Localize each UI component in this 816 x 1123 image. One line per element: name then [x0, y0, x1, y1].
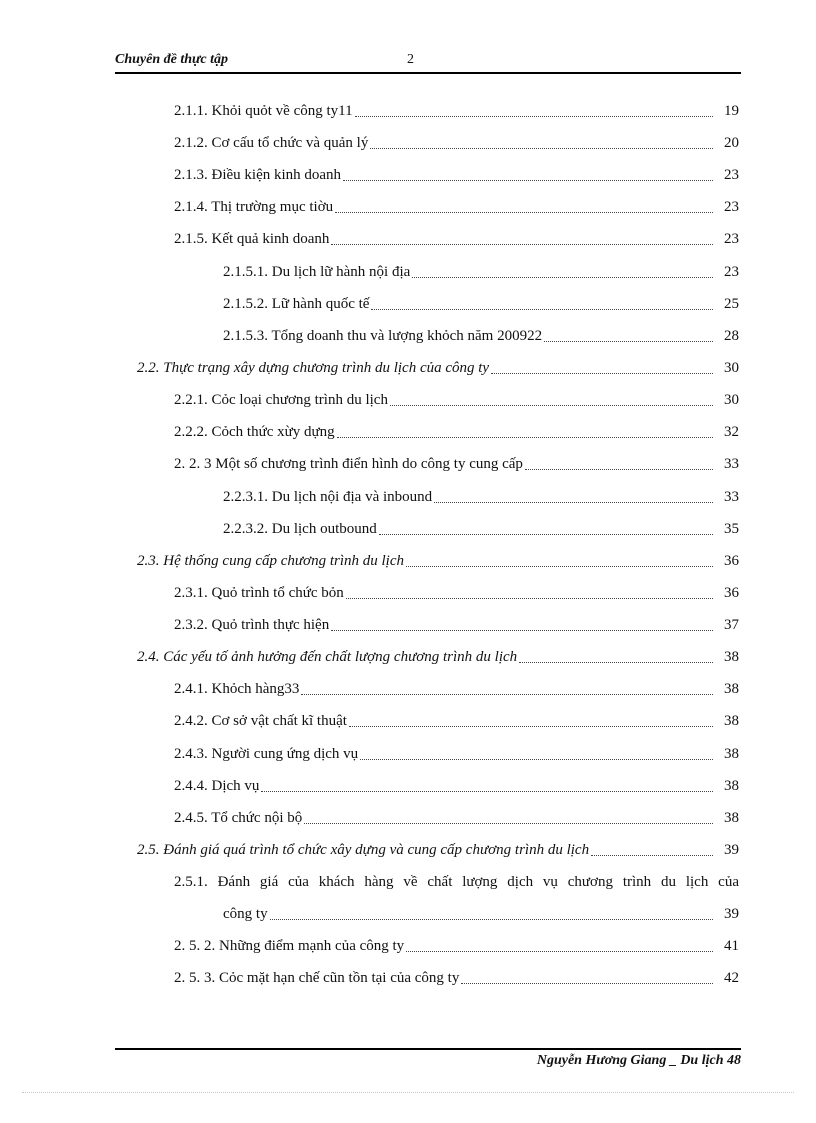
toc-entry[interactable] [174, 740, 739, 768]
toc-entry[interactable] [174, 129, 739, 157]
document-title: Chuyên đề thực tập [115, 52, 229, 67]
toc-entry-page: 36 [724, 585, 739, 601]
toc-section-entry[interactable] [137, 643, 739, 671]
toc-entry-page: 23 [724, 199, 739, 215]
toc-entry-title: 2.4.4. Dịch vụ [174, 778, 260, 794]
toc-entry-page: 41 [724, 938, 739, 954]
dot-leader [370, 147, 713, 149]
dot-leader [301, 693, 713, 695]
toc-entry-page: 36 [724, 553, 739, 569]
toc-entry[interactable] [223, 258, 739, 286]
dot-leader [270, 918, 713, 920]
dot-leader [390, 404, 713, 406]
dot-leader [525, 468, 713, 470]
page-header [115, 52, 741, 72]
toc-entry[interactable] [174, 707, 739, 735]
page-number: 2 [407, 52, 414, 67]
toc-entry-page: 42 [724, 970, 739, 986]
toc-entry-title: 2.4.2. Cơ sở vật chất kĩ thuật [174, 713, 347, 729]
toc-entry-page: 25 [724, 296, 739, 312]
toc-entry-title: 2.1.1. Khỏi quỏt về công ty11 [174, 103, 353, 119]
toc-entry-page: 30 [724, 360, 739, 376]
dot-leader [379, 533, 713, 535]
dot-leader [346, 597, 713, 599]
toc-entry-title: 2.2.3.2. Du lịch outbound [223, 521, 377, 537]
toc-entry[interactable] [174, 611, 739, 639]
toc-entry[interactable] [174, 675, 739, 703]
dot-leader [337, 436, 713, 438]
toc-entry-page: 38 [724, 649, 739, 665]
toc-entry-title: 2.1.5.1. Du lịch lữ hành nội địa [223, 264, 411, 280]
dot-leader [349, 725, 713, 727]
dot-leader [434, 501, 713, 503]
toc-entry-page: 30 [724, 392, 739, 408]
dot-leader [355, 115, 713, 117]
toc-entry[interactable] [174, 161, 739, 189]
toc-entry[interactable] [174, 932, 739, 960]
toc-entry-title: 2. 2. 3 Một số chương trình điển hình do công ty cung cấp [174, 456, 523, 472]
toc-section-entry[interactable] [137, 547, 739, 575]
toc-entry-wrapped-line[interactable]: 2.5.1. Đánh giá của khách hàng về chất lượng dịch vụ chương trình du lịch của [174, 874, 739, 890]
dot-leader [331, 243, 713, 245]
toc-entry-title: 2.4.3. Người cung ứng dịch vụ [174, 746, 359, 762]
toc-entry-page: 32 [724, 424, 739, 440]
toc-entry-title: 2.2. Thực trạng xây dựng chương trình du lịch của công ty [137, 360, 490, 376]
page-edge-divider [22, 1092, 794, 1093]
toc-entry-title: 2.4. Các yếu tố ảnh hưởng đến chất lượng chương trình du lịch [137, 649, 518, 665]
toc-entry-title: 2.4.1. Khỏch hàng33 [174, 681, 300, 697]
toc-entry-page: 19 [724, 103, 739, 119]
toc-entry-page: 23 [724, 264, 739, 280]
toc-entry[interactable] [223, 290, 739, 318]
toc-entry-page: 38 [724, 778, 739, 794]
footer-rule [115, 1048, 741, 1050]
toc-entry-title: 2.1.5.2. Lữ hành quốc tế [223, 296, 370, 312]
toc-entry-title: 2. 5. 3. Cỏc mặt hạn chế cũn tồn tại của công ty [174, 970, 460, 986]
toc-entry-page: 38 [724, 713, 739, 729]
dot-leader [371, 308, 713, 310]
toc-entry-title: 2.1.4. Thị trường mục tiờu [174, 199, 334, 215]
dot-leader [331, 629, 713, 631]
toc-entry-page: 28 [724, 328, 739, 344]
toc-entry-page: 39 [724, 906, 739, 922]
toc-entry-title: 2.1.5. Kết quả kinh doanh [174, 231, 330, 247]
toc-entry[interactable] [174, 450, 739, 478]
toc-entry-title: 2.3. Hệ thống cung cấp chương trình du lịch [137, 553, 404, 569]
toc-entry-title: 2.2.1. Cỏc loại chương trình du lịch [174, 392, 388, 408]
toc-entry[interactable] [223, 900, 739, 928]
toc-entry[interactable] [223, 322, 739, 350]
dot-leader [544, 340, 713, 342]
dot-leader [406, 950, 713, 952]
dot-leader [343, 179, 713, 181]
toc-entry-page: 38 [724, 746, 739, 762]
toc-entry-title: 2.3.1. Quỏ trình tổ chức bỏn [174, 585, 344, 601]
toc-entry-title: 2.1.3. Điều kiện kinh doanh [174, 167, 342, 183]
toc-entry-page: 39 [724, 842, 739, 858]
toc-section-entry[interactable] [137, 836, 739, 864]
toc-entry[interactable] [174, 225, 739, 253]
dot-leader [261, 790, 713, 792]
header-rule [115, 72, 741, 74]
toc-entry[interactable] [223, 483, 739, 511]
dot-leader [491, 372, 713, 374]
dot-leader [406, 565, 713, 567]
page-footer: Nguyễn Hương Giang _ Du lịch 48 [536, 1053, 741, 1068]
toc-entry-title: công ty [223, 906, 268, 922]
toc-entry-page: 37 [724, 617, 739, 633]
toc-entry[interactable] [174, 772, 739, 800]
toc-entry-title: 2.4.5. Tổ chức nội bộ [174, 810, 303, 826]
dot-leader [360, 758, 713, 760]
dot-leader [304, 822, 713, 824]
dot-leader [461, 982, 713, 984]
dot-leader [591, 854, 713, 856]
toc-entry-page: 38 [724, 681, 739, 697]
toc-entry-title: 2. 5. 2. Những điểm mạnh của công ty [174, 938, 405, 954]
toc-entry-title: 2.2.3.1. Du lịch nội địa và inbound [223, 489, 433, 505]
dot-leader [412, 276, 713, 278]
toc-entry-page: 23 [724, 167, 739, 183]
toc-entry[interactable] [174, 804, 739, 832]
toc-entry-title: 2.2.2. Cỏch thức xừy dựng [174, 424, 335, 440]
toc-entry[interactable] [174, 579, 739, 607]
toc-entry-page: 35 [724, 521, 739, 537]
toc-entry-title: 2.1.2. Cơ cấu tổ chức và quản lý [174, 135, 369, 151]
toc-section-entry[interactable] [137, 354, 739, 382]
dot-leader [519, 661, 713, 663]
toc-entry-title: 2.3.2. Quỏ trình thực hiện [174, 617, 330, 633]
toc-entry[interactable] [223, 515, 739, 543]
toc-entry-page: 20 [724, 135, 739, 151]
toc-entry-page: 23 [724, 231, 739, 247]
toc-entry[interactable] [174, 964, 739, 992]
toc-entry-title: 2.5. Đánh giá quá trình tổ chức xây dựng và cung cấp chương trình du lịch [137, 842, 590, 858]
dot-leader [335, 211, 713, 213]
toc-entry-page: 33 [724, 456, 739, 472]
toc-entry-page: 33 [724, 489, 739, 505]
toc-entry[interactable] [174, 193, 739, 221]
toc-entry-page: 38 [724, 810, 739, 826]
toc-entry-title: 2.1.5.3. Tổng doanh thu và lượng khỏch năm 200922 [223, 328, 543, 344]
toc-entry[interactable] [174, 418, 739, 446]
toc-entry[interactable] [174, 386, 739, 414]
toc-entry[interactable] [174, 97, 739, 125]
